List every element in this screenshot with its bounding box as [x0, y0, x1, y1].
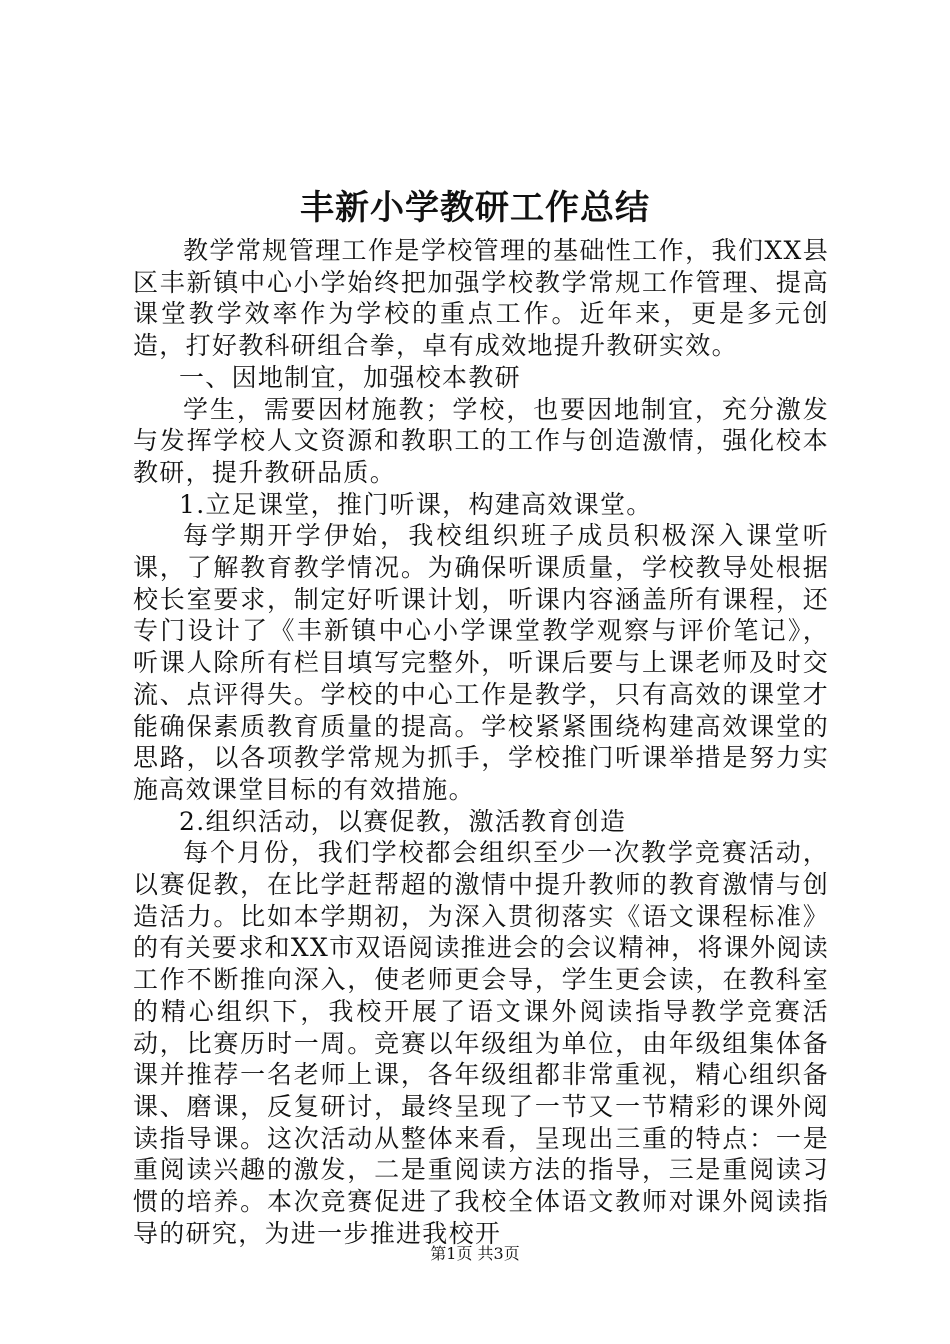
paragraph-activities: 每个月份，我们学校都会组织至少一次教学竞赛活动，以赛促教，在比学赶帮超的激情中提升教师的教育激情与创造活力。比如本学期初，为深入贯彻落实《语文课程标准》的有关要求和XX市双语阅读推进会的会议精神，将课外阅读工作不断推向深入，使老师更会导，学生更会读，在教科室的精心组织下，我校开展了语文课外阅读指导教学竞赛活动，比赛历时一周。竞赛以年级组为单位，由年级组集体备课并推荐一名老师上课，各年级组都非常重视，精心组织备课、磨课，反复研讨，最终呈现了一节又一节精彩的课外阅读指导课。这次活动从整体来看，呈现出三重的特点：一是重阅读兴趣的激发，二是重阅读方法的指导，三是重阅读习惯的培养。本次竞赛促进了我校全体语文教师对课外阅读指导的研究，为进一步推进我校开 — [133, 838, 829, 1248]
paragraph-intro: 教学常规管理工作是学校管理的基础性工作，我们XX县区丰新镇中心小学始终把加强学校教学常规工作管理、提高课堂教学效率作为学校的重点工作。近年来，更是多元创造，打好教科研组合拳，卓有成效地提升教研实效。 — [133, 236, 829, 361]
paragraph-classroom: 每学期开学伊始，我校组织班子成员积极深入课堂听课，了解教育教学情况。为确保听课质量，学校教导处根据校长室要求，制定好听课计划，听课内容涵盖所有课程，还专门设计了《丰新镇中心小学课堂教学观察与评价笔记》，听课人除所有栏目填写完整外，听课后要与上课老师及时交流、点评得失。学校的中心工作是教学，只有高效的课堂才能确保素质教育质量的提高。学校紧紧围绕构建高效课堂的思路，以各项教学常规为抓手，学校推门听课举措是努力实施高效课堂目标的有效措施。 — [133, 521, 829, 804]
subheading-1: 1.立足课堂，推门听课，构建高效课堂。 — [179, 489, 653, 519]
subheading-2: 2.组织活动，以赛促教，激活教育创造 — [179, 806, 627, 836]
document-title: 丰新小学教研工作总结 — [300, 188, 650, 228]
page-number-footer: 第1页 共3页 — [430, 1244, 520, 1263]
section-heading-1: 一、因地制宜，加强校本教研 — [179, 362, 521, 392]
document-body — [133, 235, 829, 1250]
paragraph-section-1: 学生，需要因材施教；学校，也要因地制宜，充分激发与发挥学校人文资源和教职工的工作与创造激情，强化校本教研，提升教研品质。 — [133, 394, 829, 487]
